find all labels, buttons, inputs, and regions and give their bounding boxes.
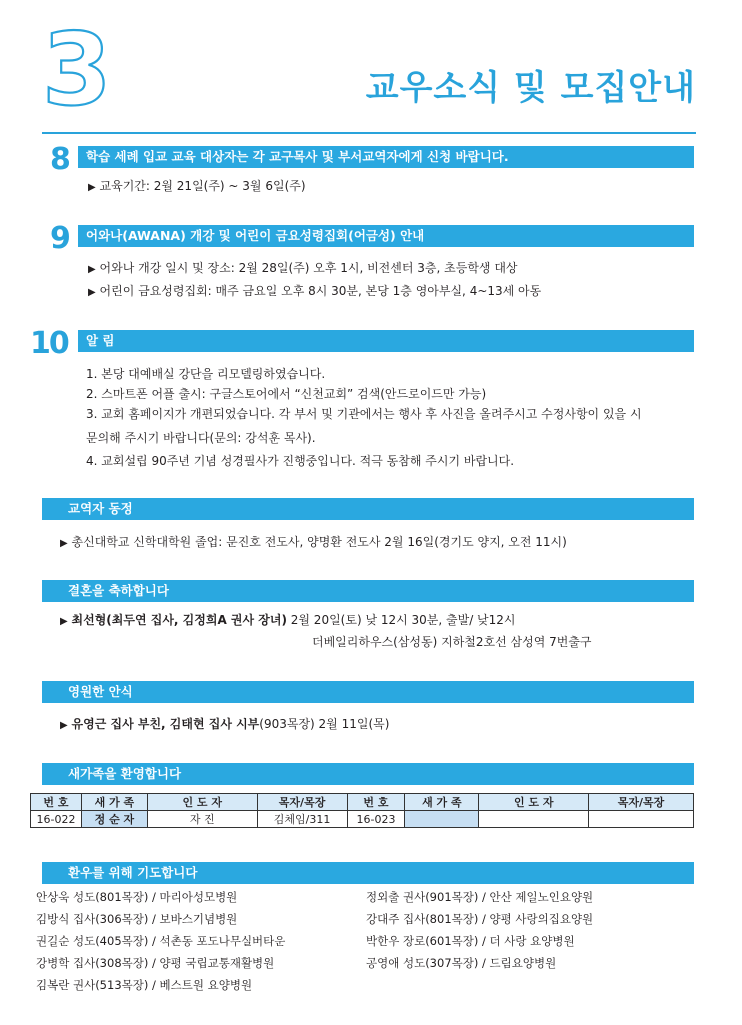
bullet-icon: ▶ [60,616,68,627]
prayer-header: 환우를 위해 기도합니다 [42,862,694,884]
notice-item: 2. 스마트폰 어플 출시: 구글스토어에서 “신천교회” 검색(안드로이드만 가능) [86,387,487,401]
bullet-icon: ▶ [88,287,96,298]
section-8-item: ▶ 교육기간: 2월 21일(주) ~ 3월 6일(주) [88,179,306,193]
list-item: 박한우 장로(601목장) / 더 사랑 요양병원 [366,934,575,948]
list-item: 김복란 권사(513목장) / 베스트원 요양병원 [36,978,253,992]
bullet-icon: ▶ [60,720,68,731]
list-item: 권길순 성도(405목장) / 석촌동 포도나무실버타운 [36,934,286,948]
prayer-list-right [366,886,593,974]
column-header: 새 가 족 [81,794,147,811]
section-9-number: 9 [50,221,69,256]
table-cell [589,811,694,828]
list-item: 안상욱 성도(801목장) / 마리아성모병원 [36,890,238,904]
column-header: 인 도 자 [479,794,589,811]
table-cell: 정 순 자 [81,811,147,828]
list-item: 김방식 집사(306목장) / 보바스기념병원 [36,912,238,926]
column-header: 번 호 [347,794,405,811]
table-cell: 16-022 [31,811,82,828]
header-rule [42,132,696,134]
list-item: 정외출 권사(901목장) / 안산 제일노인요양원 [366,890,594,904]
table-cell: 자 진 [147,811,257,828]
column-header: 인 도 자 [147,794,257,811]
funeral-item: ▶ 유영근 집사 부친, 김태현 집사 시부(903목장) 2월 11일(목) [60,717,390,731]
notice-item: 문의해 주시기 바랍니다(문의: 강석훈 목사). [86,431,316,445]
list-item: 공영애 성도(307목장) / 드림요양병원 [366,956,557,970]
list-item: 강대주 집사(801목장) / 양평 사랑의집요양원 [366,912,594,926]
column-header: 목자/목장 [589,794,694,811]
section-8-number: 8 [50,142,69,177]
column-header: 번 호 [31,794,82,811]
table-header-row [31,794,694,811]
page-number-outline [40,18,115,113]
prayer-list-left [36,886,285,996]
table-row [31,811,694,828]
bullet-icon: ▶ [88,264,96,275]
table-cell: 16-023 [347,811,405,828]
bullet-icon: ▶ [60,538,68,549]
notice-item: 3. 교회 홈페이지가 개편되었습니다. 각 부서 및 기관에서는 행사 후 사진을 올려주시고 수정사항이 있을 시 [86,407,642,421]
page-number-text: 3 [42,18,112,113]
funeral-header: 영원한 안식 [42,681,694,703]
wedding-venue: 더베일리하우스(삼성동) 지하철2호선 삼성역 7번출구 [312,635,592,649]
wedding-header: 결혼을 축하합니다 [42,580,694,602]
section-8-header: 학습 세례 입교 교육 대상자는 각 교구목사 및 부서교역자에게 신청 바랍니다. [78,146,694,168]
table-cell [405,811,479,828]
notice-item: 1. 본당 대예배실 강단을 리모델링하였습니다. [86,367,326,381]
bullet-icon: ▶ [88,182,96,193]
section-10-header: 알 림 [78,330,694,352]
section-9-item: ▶ 어와나 개강 일시 및 장소: 2월 28일(주) 오후 1시, 비전센터 3층, 초등학생 대상 [88,261,518,275]
table-cell: 김체임/311 [257,811,347,828]
newfamily-table [30,793,694,828]
wedding-item: ▶ 최선형(최두연 집사, 김정희A 권사 장녀) 2월 20일(토) 낮 12시 30분, 출발/ 낮12시 [60,613,516,627]
staff-item: ▶ 총신대학교 신학대학원 졸업: 문진호 전도사, 양명환 전도사 2월 16일(경기도 양지, 오전 11시) [60,535,567,549]
section-9-header: 어와나(AWANA) 개강 및 어린이 금요성령집회(어금성) 안내 [78,225,694,247]
list-item: 강병학 집사(308목장) / 양평 국립교통재활병원 [36,956,275,970]
column-header: 목자/목장 [257,794,347,811]
staff-header: 교역자 동정 [42,498,694,520]
table-cell [479,811,589,828]
section-9-item: ▶ 어린이 금요성령집회: 매주 금요일 오후 8시 30분, 본당 1층 영아부실, 4~13세 아동 [88,284,542,298]
column-header: 새 가 족 [405,794,479,811]
section-10-number: 10 [30,326,68,361]
newfamily-header: 새가족을 환영합니다 [42,763,694,785]
notice-item: 4. 교회설립 90주년 기념 성경필사가 진행중입니다. 적극 동참해 주시기 바랍니다. [86,454,515,468]
page-title: 교우소식 및 모집안내 [365,68,696,108]
